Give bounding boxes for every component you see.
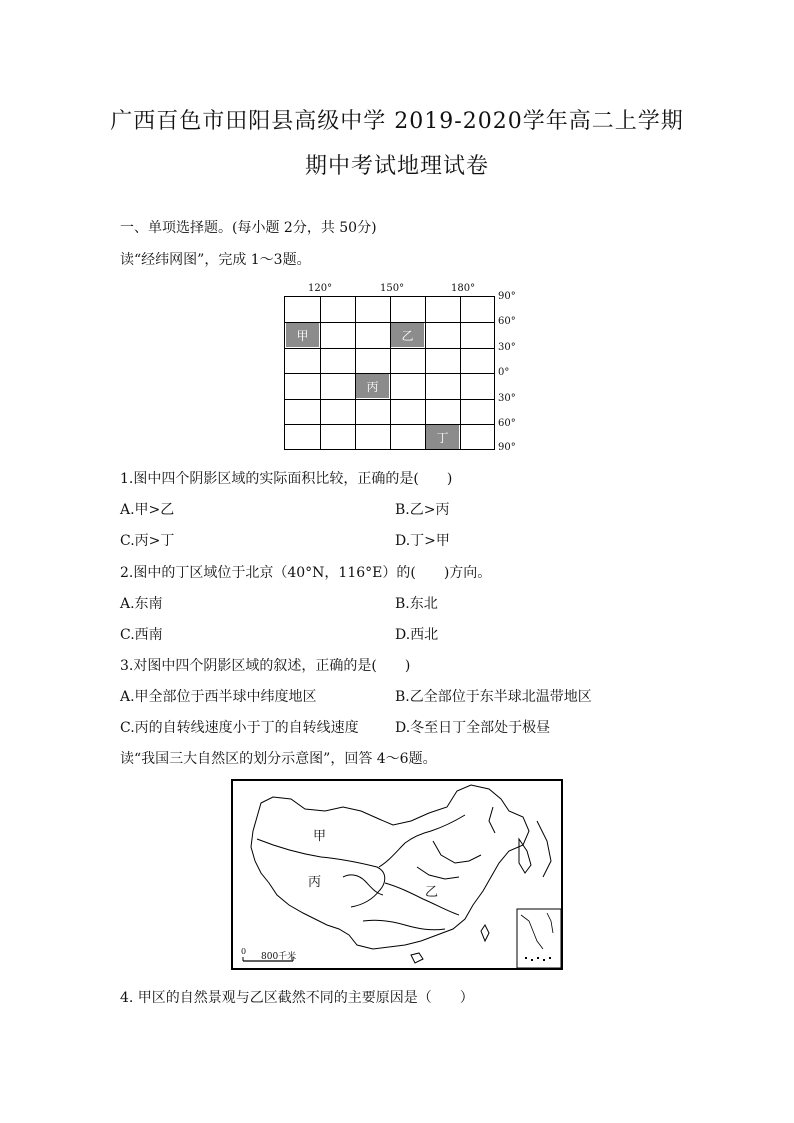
lon-label-120: 120° — [308, 283, 333, 294]
map-region-label-yi: 乙 — [425, 885, 439, 900]
map-scale-zero: 0 — [241, 947, 247, 956]
intro-text-1: 读“经纬网图”，完成 1～3题。 — [120, 252, 311, 268]
question-1-option-b: B.乙>丙 — [395, 502, 450, 518]
lat-label-90n: 90° — [498, 291, 516, 302]
map-region-label-jia: 甲 — [313, 829, 327, 844]
natural-regions-map — [231, 779, 563, 970]
question-2-option-c: C.西南 — [120, 627, 163, 643]
question-3-option-c: C.丙的自转线速度小于丁的自转线速度 — [120, 720, 359, 736]
question-2-stem: 2.图中的丁区域位于北京（40°N，116°E）的( )方向。 — [120, 565, 492, 581]
lat-label-60n: 60° — [498, 316, 516, 327]
lon-label-180: 180° — [451, 283, 476, 294]
graticule-figure — [270, 282, 520, 452]
graticule-grid — [284, 296, 495, 450]
question-2-option-a: A.东南 — [120, 596, 163, 612]
question-3-option-b: B.乙全部位于东半球北温带地区 — [395, 689, 592, 705]
question-3-stem: 3.对图中四个阴影区域的叙述，正确的是( ) — [120, 658, 411, 674]
question-1-option-c: C.丙>丁 — [120, 533, 175, 549]
question-4-stem: 4. 甲区的自然景观与乙区截然不同的主要原因是（ ） — [120, 990, 474, 1006]
lon-label-150: 150° — [380, 283, 405, 294]
region-bing: 丙 — [356, 374, 389, 398]
section-heading: 一、单项选择题。(每小题 2分，共 50分) — [120, 220, 377, 236]
china-outline-map — [233, 781, 561, 968]
region-yi: 乙 — [391, 323, 424, 347]
question-2-option-d: D.西北 — [395, 627, 439, 643]
lat-label-0: 0° — [498, 367, 510, 378]
south-sea-inset — [517, 909, 561, 968]
question-3-option-a: A.甲全部位于西半球中纬度地区 — [120, 689, 317, 705]
region-ding: 丁 — [426, 425, 459, 449]
question-1-option-a: A.甲>乙 — [120, 502, 175, 518]
lat-label-30n: 30° — [498, 342, 516, 353]
question-3-option-d: D.冬至日丁全部处于极昼 — [395, 720, 551, 736]
question-1-stem: 1.图中四个阴影区域的实际面积比较，正确的是( ) — [120, 471, 453, 487]
question-2-option-b: B.东北 — [395, 596, 438, 612]
lat-label-60s: 60° — [498, 418, 516, 429]
map-scale-label: 800千米 — [261, 952, 297, 962]
intro-text-2: 读“我国三大自然区的划分示意图”，回答 4～6题。 — [120, 751, 437, 767]
lat-label-90s: 90° — [498, 442, 516, 453]
page-title-line1: 广西百色市田阳县高级中学 2019-2020学年高二上学期 — [110, 109, 684, 134]
page-title-line2: 期中考试地理试卷 — [304, 154, 489, 179]
question-1-option-d: D.丁>甲 — [395, 533, 450, 549]
map-region-label-bing: 丙 — [308, 875, 322, 890]
lat-label-30s: 30° — [498, 393, 516, 404]
region-jia: 甲 — [286, 323, 319, 347]
